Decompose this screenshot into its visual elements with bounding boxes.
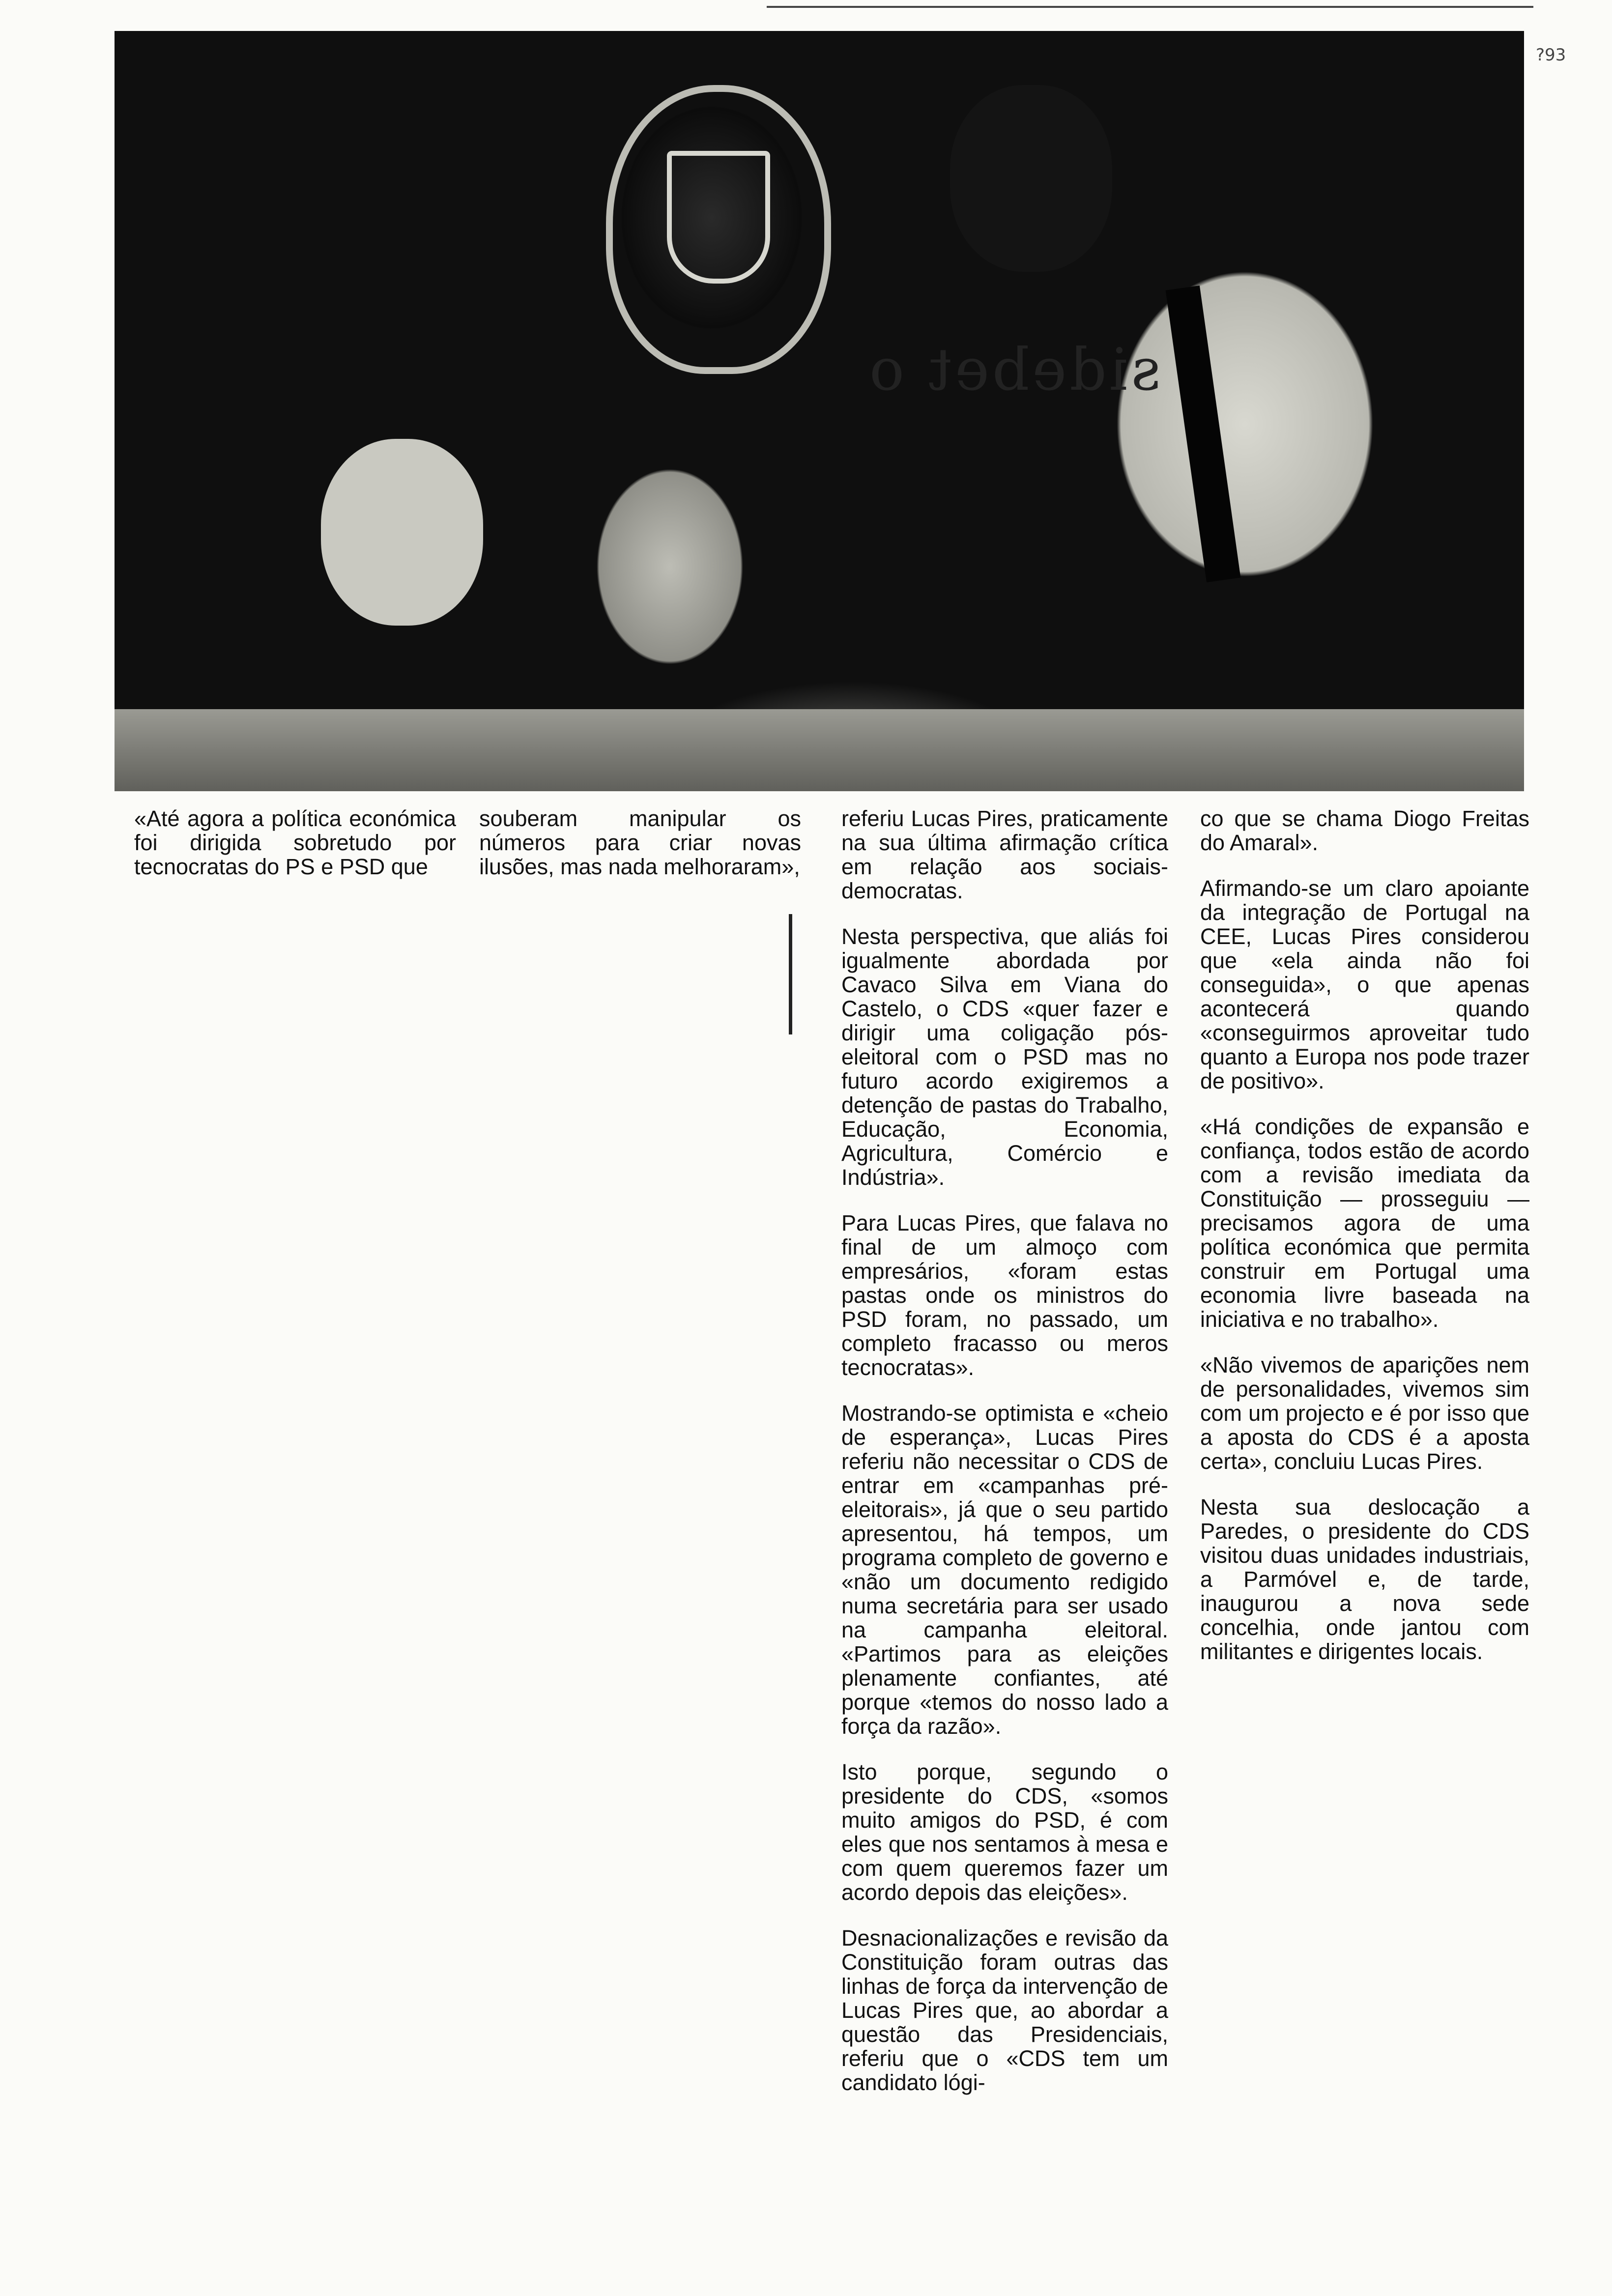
table-edge bbox=[115, 709, 1524, 791]
paragraph: Nesta perspectiva, que aliás foi igualmente abordada por Cavaco Silva em Viana do Castelo, o CDS «quer fazer e dirigir uma coligação pós-eleitoral com o PSD mas no futuro acordo exigiremos a detenção de pastas do Trabalho, Educação, Economia, Agricultura, Comércio e Indústria». bbox=[841, 924, 1168, 1190]
paragraph: «Há condições de expansão e confiança, todos estão de acordo com a revisão imediata da Constituição — prosseguiu — precisamos agora de uma política económica que permita construir em Portugal uma economia livre baseada na iniciativa e no trabalho». bbox=[1200, 1114, 1529, 1332]
paragraph: Isto porque, segundo o presidente do CDS, «somos muito amigos do PSD, é com eles que nos sentamos à mesa e com quem queremos fazer um acordo depois das eleições». bbox=[841, 1759, 1168, 1905]
column-divider bbox=[789, 914, 792, 1034]
paragraph: Nesta sua deslocação a Paredes, o presidente do CDS visitou duas unidades industriais, a Parmóvel e, de tarde, inaugurou a nova sede concelhia, onde jantou com militantes e dirigentes locais. bbox=[1200, 1494, 1529, 1664]
article-column-1 bbox=[134, 806, 456, 900]
coat-of-arms-emblem bbox=[606, 85, 831, 374]
article-column-2 bbox=[479, 806, 801, 900]
page-marker: ?93 bbox=[1536, 45, 1566, 65]
paragraph: Para Lucas Pires, que falava no final de um almoço com empresários, «foram estas pastas onde os ministros do PSD foram, no passado, um completo fracasso ou meros tecnocratas». bbox=[841, 1210, 1168, 1380]
shield-icon bbox=[667, 151, 770, 284]
banner-text: sidebet o bbox=[866, 336, 1161, 403]
speaker-head bbox=[950, 85, 1112, 272]
article-column-4 bbox=[1200, 806, 1529, 1685]
paragraph: Desnacionalizações e revisão da Constituição foram outras das linhas de força da intervenção de Lucas Pires que, ao abordar a questão das Presidenciais, referiu que o «CDS tem um candidato lógi- bbox=[841, 1925, 1168, 2095]
paragraph: referiu Lucas Pires, praticamente na sua última afirmação crítica em relação aos sociais-democratas. bbox=[841, 806, 1168, 903]
paragraph: co que se chama Diogo Freitas do Amaral». bbox=[1200, 806, 1529, 855]
paragraph: Afirmando-se um claro apoiante da integração de Portugal na CEE, Lucas Pires considerou que «ela ainda não foi conseguida», o que apenas acontecerá quando «conseguirmos aproveitar tudo quanto a Europa nos pode trazer de positivo». bbox=[1200, 876, 1529, 1093]
seated-person bbox=[321, 439, 483, 626]
speaker-tie bbox=[1166, 286, 1241, 582]
paragraph: «Até agora a política económica foi dirigida sobretudo por tecnocratas do PS e PSD que bbox=[134, 806, 456, 879]
news-photo bbox=[115, 31, 1524, 791]
paragraph: «Não vivemos de aparições nem de personalidades, vivemos sim com um projecto e é por isso que a aposta do CDS é a aposta certa», concluiu Lucas Pires. bbox=[1200, 1352, 1529, 1474]
paragraph: Mostrando-se optimista e «cheio de esperança», Lucas Pires referiu não necessitar o CDS de entrar em «campanhas pré-eleitorais», já que o seu partido apresentou, há tempos, um programa completo de governo e «não um documento redigido numa secretária para ser usado na campanha eleitoral. «Partimos para as eleições plenamente confiantes, até porque «temos do nosso lado a força da razão». bbox=[841, 1401, 1168, 1739]
top-rule bbox=[767, 6, 1533, 8]
paragraph: souberam manipular os números para criar novas ilusões, mas nada melhoraram», bbox=[479, 806, 801, 879]
article-column-3 bbox=[841, 806, 1168, 2116]
